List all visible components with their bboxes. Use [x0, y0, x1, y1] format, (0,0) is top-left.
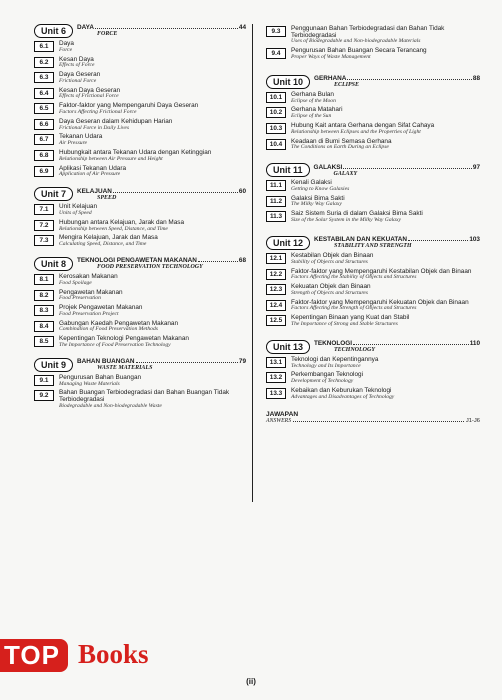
topic-title-en: Food Preservation: [59, 295, 101, 302]
topic-title: Faktor-faktor yang Mempengaruhi Kekuatan Objek dan Binaan: [291, 298, 469, 306]
topic-title-en: Uses of Biodegradable and Non-biodegradable Materials: [291, 38, 421, 45]
topic-item: [266, 300, 480, 313]
topic-title: Faktor-faktor yang Mempengaruhi Daya Geseran: [59, 102, 199, 110]
logo-top-text: TOP: [0, 639, 68, 672]
page-number: (ii): [246, 677, 256, 686]
topic-title: Daya Geseran: [59, 71, 101, 79]
topic-number: 11.2: [266, 196, 286, 207]
topic-title: Hubungkait antara Tekanan Udara dengan Ketinggian: [59, 149, 212, 157]
topic-title: Gerhana Matahari: [291, 106, 343, 114]
topic-title: Gabungan Kaedah Pengawetan Makanan: [59, 319, 179, 327]
topic-item: [34, 150, 246, 163]
unit-title: KELAJUAN: [77, 187, 112, 195]
topic-item: [34, 375, 246, 388]
topic-title-en: Effects of Frictional Force: [59, 93, 119, 100]
topic-item: [34, 166, 246, 179]
topic-title-en: Calculating Speed, Distance, and Time: [59, 241, 147, 248]
topic-title-en: The Importance of Strong and Stable Structures: [291, 320, 398, 327]
unit-title-en: STABILITY AND STRENGTH: [334, 243, 412, 250]
topic-item: [266, 211, 480, 224]
unit-title-en: GALAXY: [333, 170, 358, 177]
topic-title-en: Air Pressure: [59, 140, 88, 147]
topic-title: Daya Geseran dalam Kehidupan Harian: [59, 117, 173, 125]
topic-title-en: Stability of Objects and Structures: [291, 258, 368, 265]
topic-item: [266, 196, 480, 209]
topic-number: 6.9: [34, 166, 54, 177]
unit-heading: [34, 358, 246, 372]
topic-item: [34, 204, 246, 217]
topic-title-en: Managing Waste Materials: [59, 380, 120, 387]
topic-item: [34, 220, 246, 233]
topic-item: [266, 107, 480, 120]
unit-8-section: [34, 257, 246, 349]
topic-item: [266, 253, 480, 266]
topic-number: 11.1: [266, 180, 286, 191]
topic-title-en: Relationship between Speed, Distance, and Time: [59, 225, 168, 232]
unit-badge: Unit 13: [266, 340, 310, 354]
unit-heading: [34, 257, 246, 271]
unit-page: 103: [469, 236, 480, 244]
topic-title: Kekuatan Objek dan Binaan: [291, 283, 371, 291]
topic-title: Tekanan Udara: [59, 133, 103, 141]
unit-9-section: [34, 358, 246, 410]
unit-title: TEKNOLOGI PENGAWETAN MAKANAN: [77, 257, 197, 265]
topic-title: Kenali Galaksi: [291, 179, 332, 187]
topic-title: Penggunaan Bahan Terbiodegradasi dan Bahan Tidak Terbiodegradasi: [291, 25, 445, 39]
unit-9-continuation: [266, 26, 480, 61]
topic-item: [34, 57, 246, 70]
topic-title: Daya: [59, 40, 74, 47]
toc-right-column: [266, 24, 480, 424]
topic-number: 12.3: [266, 284, 286, 295]
topic-title-en: Size of the Solar System in the Milky Way Galaxy: [291, 217, 401, 224]
topic-number: 12.4: [266, 300, 286, 311]
unit-title-en: FORCE: [97, 31, 118, 38]
unit-badge: Unit 6: [34, 24, 73, 38]
topic-title-en: Relationship between Eclipses and the Properties of Light: [291, 128, 421, 135]
unit-heading: [266, 75, 480, 89]
topic-title-en: Force: [59, 46, 73, 53]
topic-number: 12.5: [266, 315, 286, 326]
topic-item: [34, 274, 246, 287]
answers-section: [266, 411, 480, 424]
topic-number: 8.4: [34, 321, 54, 332]
topic-number: 9.3: [266, 26, 286, 37]
topic-title: Hubung Kait antara Gerhana dengan Sifat Cahaya: [291, 122, 435, 130]
unit-page: 60: [238, 187, 246, 195]
unit-10-section: [266, 75, 480, 151]
answers-page: J1-J6: [465, 417, 480, 424]
topic-item: [34, 305, 246, 318]
topic-item: [34, 103, 246, 116]
topic-number: 6.6: [34, 119, 54, 130]
topic-number: 11.3: [266, 211, 286, 222]
topic-title: Pengawetan Makanan: [59, 288, 123, 296]
unit-title-en: SPEED: [97, 194, 117, 201]
topic-item: [34, 88, 246, 101]
topic-title: Projek Pengawetan Makanan: [59, 304, 143, 312]
topic-title: Teknologi dan Kepentingannya: [291, 355, 379, 363]
topic-item: [266, 139, 480, 152]
topic-number: 7.2: [34, 220, 54, 231]
topic-number: 8.2: [34, 290, 54, 301]
topic-number: 6.3: [34, 72, 54, 83]
topic-number: 8.5: [34, 336, 54, 347]
topic-title-en: Frictional Force in Daily Lives: [59, 124, 130, 131]
unit-title: GERHANA: [314, 75, 347, 83]
topic-item: [266, 92, 480, 105]
topic-number: 9.2: [34, 390, 54, 401]
topic-number: 7.1: [34, 204, 54, 215]
unit-badge: Unit 12: [266, 236, 310, 250]
topic-item: [34, 390, 246, 409]
topic-title-en: Combination of Food Preservation Methods: [59, 326, 158, 333]
topic-title-en: Frictional Force: [59, 77, 97, 84]
topic-number: 12.1: [266, 253, 286, 264]
topic-title: Keadaan di Bumi Semasa Gerhana: [291, 137, 392, 145]
unit-title-en: FOOD PRESERVATION TECHNOLOGY: [97, 264, 203, 271]
topic-item: [34, 134, 246, 147]
topic-title: Saiz Sistem Suria di dalam Galaksi Bima Sakti: [291, 210, 423, 218]
topic-title: Mengira Kelajuan, Jarak dan Masa: [59, 234, 158, 242]
topic-title: Pengurusan Bahan Buangan: [59, 373, 142, 381]
topic-title-en: Food Spoilage: [59, 279, 92, 286]
topic-number: 6.8: [34, 150, 54, 161]
topic-number: 10.3: [266, 123, 286, 134]
topic-item: [266, 26, 480, 45]
topic-title-en: Advantages and Disadvantages of Technology: [291, 393, 395, 400]
unit-title-en: WASTE MATERIALS: [97, 365, 153, 372]
topic-number: 13.1: [266, 357, 286, 368]
topic-item: [34, 235, 246, 248]
answers-title: JAWAPAN: [266, 410, 299, 418]
topic-title-en: The Importance of Food Preservation Technology: [59, 341, 171, 348]
topic-item: [266, 123, 480, 136]
topic-title-en: Factors Affecting the Stability of Objects and Structures: [291, 274, 417, 281]
unit-title-en: ECLIPSE: [334, 82, 360, 89]
topic-title-en: The Conditions on Earth During an Eclipse: [291, 144, 389, 151]
unit-11-section: [266, 163, 480, 224]
topic-number: 12.2: [266, 269, 286, 280]
unit-heading: [34, 187, 246, 201]
unit-13-section: [266, 340, 480, 401]
unit-page: 68: [238, 257, 246, 265]
topic-item: [266, 388, 480, 401]
unit-page: 97: [472, 163, 480, 171]
unit-12-section: [266, 236, 480, 328]
topic-title-en: Effects of Force: [59, 62, 95, 69]
topic-item: [266, 284, 480, 297]
unit-heading: [266, 163, 480, 177]
topic-item: [266, 180, 480, 193]
topic-title: Perkembangan Teknologi: [291, 371, 364, 379]
topic-title-en: Units of Speed: [59, 209, 92, 216]
unit-6-section: [34, 24, 246, 178]
topic-title: Unit Kelajuan: [59, 203, 98, 211]
unit-page: 79: [238, 358, 246, 366]
unit-badge: Unit 8: [34, 257, 73, 271]
topic-title: Faktor-faktor yang Mempengaruhi Kestabilan Objek dan Binaan: [291, 267, 472, 275]
topic-item: [266, 48, 480, 61]
unit-badge: Unit 9: [34, 358, 73, 372]
topic-item: [266, 315, 480, 328]
topic-title: Kepentingan Teknologi Pengawetan Makanan: [59, 335, 189, 343]
topic-title-en: Food Preservation Project: [59, 310, 119, 317]
unit-title: DAYA: [77, 24, 94, 32]
topic-number: 6.7: [34, 134, 54, 145]
topic-number: 13.2: [266, 372, 286, 383]
topic-item: [34, 290, 246, 303]
topic-title-en: Eclipse of the Sun: [291, 113, 332, 120]
topbooks-logo: [0, 637, 150, 673]
topic-title-en: Development of Technology: [291, 378, 354, 385]
topic-title-en: Biodegradable and Non-biodegradable Waste: [59, 402, 162, 409]
topic-title: Kestabilan Objek dan Binaan: [291, 251, 374, 259]
unit-badge: Unit 10: [266, 75, 310, 89]
topic-title-en: The Milky Way Galaxy: [291, 201, 342, 208]
topic-title: Kebaikan dan Keburukan Teknologi: [291, 386, 392, 394]
unit-title: GALAKSI: [313, 163, 343, 171]
unit-badge: Unit 7: [34, 187, 73, 201]
topic-title-en: Factors Affecting Frictional Force: [59, 109, 137, 116]
topic-number: 8.1: [34, 274, 54, 285]
topic-title: Kepentingan Binaan yang Kuat dan Stabil: [291, 314, 410, 322]
unit-heading: [266, 236, 480, 250]
topic-title: Hubungan antara Kelajuan, Jarak dan Masa: [59, 218, 185, 226]
topic-title: Pengurusan Bahan Buangan Secara Terancang: [291, 47, 427, 55]
unit-page: 88: [472, 75, 480, 83]
topic-title: Galaksi Bima Sakti: [291, 194, 345, 202]
unit-heading: [266, 340, 480, 354]
unit-badge: Unit 11: [266, 163, 310, 177]
topic-number: 6.1: [34, 41, 54, 52]
topic-item: [34, 41, 246, 54]
logo-books-text: Books: [78, 639, 149, 669]
topic-title-en: Application of Air Pressure: [59, 171, 121, 178]
topic-number: 10.1: [266, 92, 286, 103]
topic-item: [266, 269, 480, 282]
unit-title-en: TECHNOLOGY: [334, 347, 376, 354]
topic-item: [266, 357, 480, 370]
topic-number: 10.4: [266, 139, 286, 150]
topic-title: Kesan Daya Geseran: [59, 86, 121, 94]
topic-item: [266, 372, 480, 385]
topic-number: 7.3: [34, 235, 54, 246]
topic-number: 13.3: [266, 388, 286, 399]
unit-heading: [34, 24, 246, 38]
unit-7-section: [34, 187, 246, 248]
topic-number: 8.3: [34, 305, 54, 316]
topic-title: Bahan Buangan Terbiodegradasi dan Bahan Buangan Tidak Terbiodegradasi: [59, 389, 230, 404]
topic-title-en: Proper Ways of Waste Management: [291, 54, 371, 61]
topic-number: 10.2: [266, 107, 286, 118]
topic-number: 9.1: [34, 375, 54, 386]
unit-title: TEKNOLOGI: [314, 340, 353, 348]
topic-item: [34, 119, 246, 132]
topic-title: Gerhana Bulan: [291, 90, 334, 98]
topic-number: 6.4: [34, 88, 54, 99]
topic-title-en: Strength of Objects and Structures: [291, 289, 368, 296]
topic-item: [34, 72, 246, 85]
topic-title-en: Getting to Know Galaxies: [291, 185, 350, 192]
topic-number: 6.2: [34, 57, 54, 68]
unit-title: BAHAN BUANGAN: [77, 358, 135, 366]
unit-title: KESTABILAN DAN KEKUATAN: [314, 236, 408, 244]
topic-number: 6.5: [34, 103, 54, 114]
topic-item: [34, 336, 246, 349]
topic-number: 9.4: [266, 48, 286, 59]
topic-title-en: Technology and Its Importance: [291, 362, 361, 369]
unit-page: 110: [469, 340, 480, 348]
topic-title-en: Eclipse of the Moon: [291, 97, 336, 104]
topic-title-en: Factors Affecting the Strength of Objects and Structures: [291, 305, 417, 312]
topic-title: Kerosakan Makanan: [59, 272, 118, 280]
topic-item: [34, 321, 246, 334]
answers-subtitle: ANSWERS: [266, 417, 292, 424]
topic-title: Aplikasi Tekanan Udara: [59, 164, 127, 172]
topic-title: Kesan Daya: [59, 55, 94, 63]
unit-page: 44: [238, 24, 246, 32]
toc-left-column: [34, 24, 253, 502]
topic-title-en: Relationship between Air Pressure and Height: [59, 155, 163, 162]
